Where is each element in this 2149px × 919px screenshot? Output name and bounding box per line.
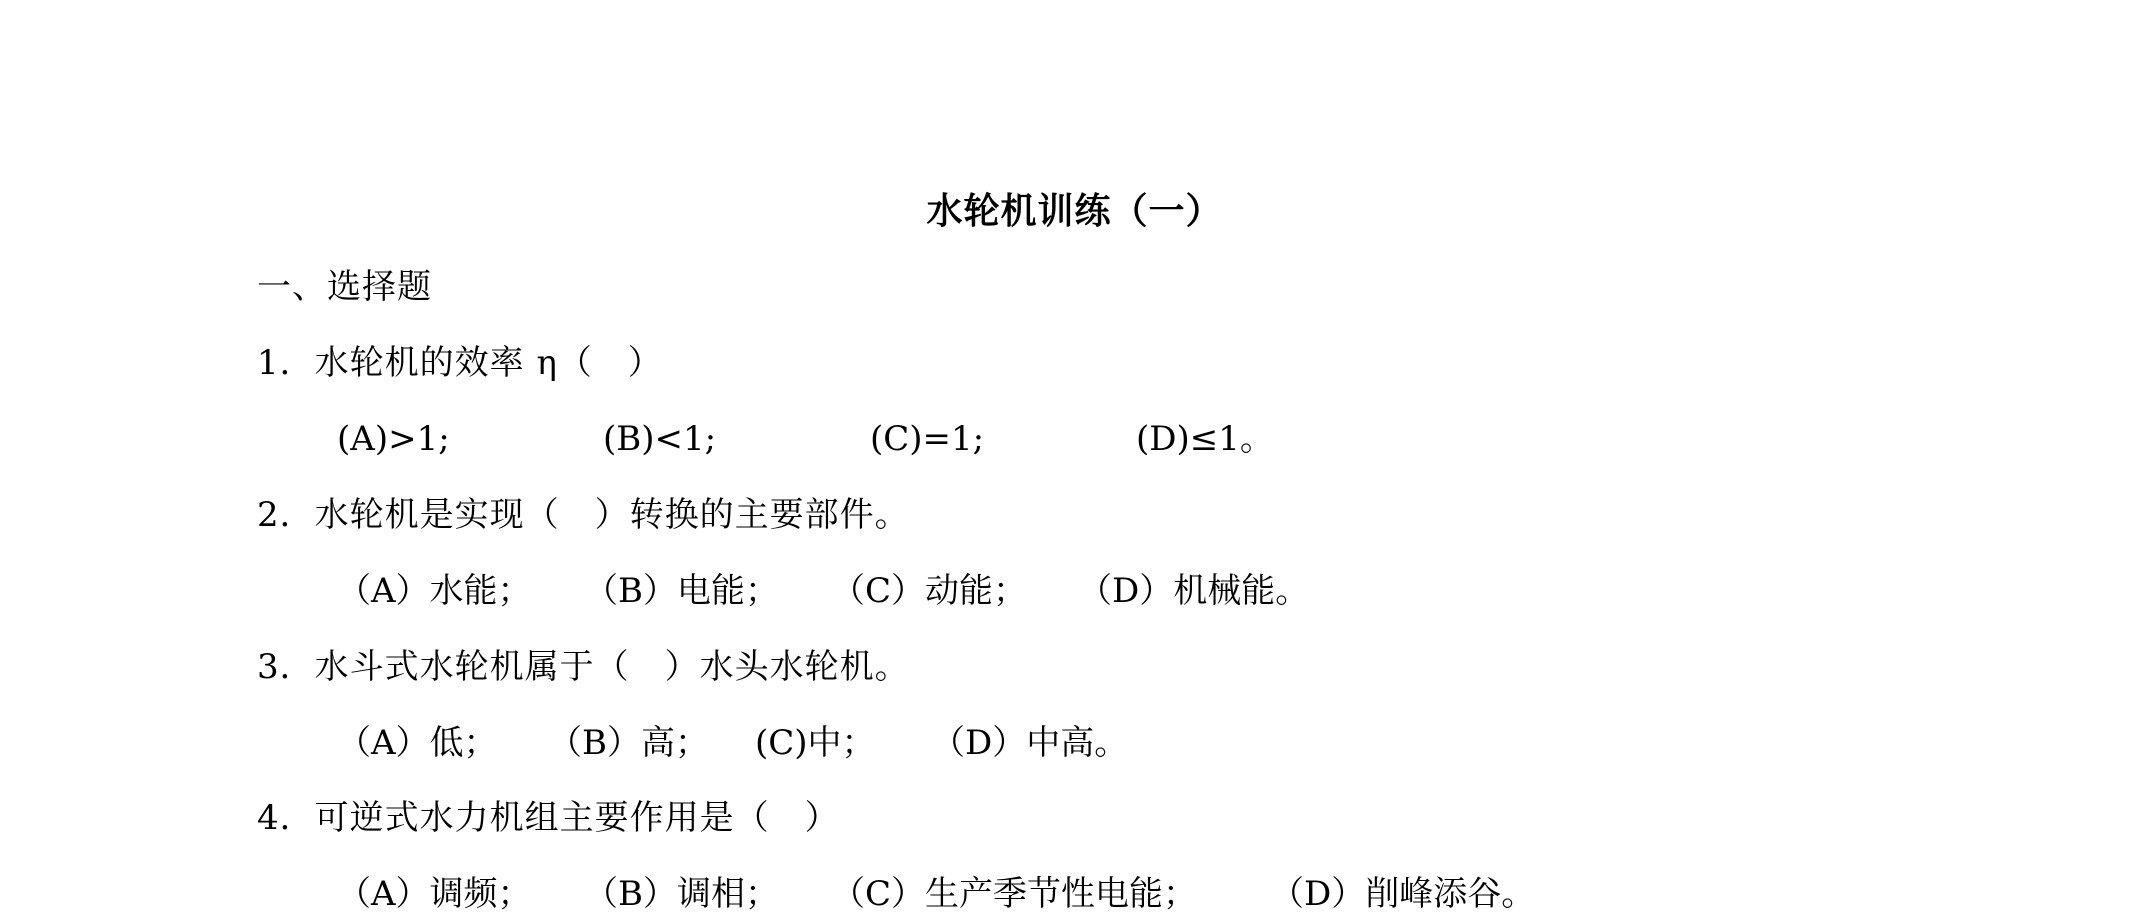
question-4-option-c: （C）生产季节性电能； <box>831 874 1198 914</box>
question-4-stem: 4．可逆式水力机组主要作用是（ ） <box>257 798 840 838</box>
question-4-option-b: （B）调相； <box>584 874 779 914</box>
question-3-option-b: （B）高； <box>548 723 709 763</box>
question-2-option-b: （B）电能； <box>584 571 779 611</box>
question-2-stem: 2．水轮机是实现（ ）转换的主要部件。 <box>257 495 910 535</box>
question-3-stem: 3．水斗式水轮机属于（ ）水头水轮机。 <box>257 647 910 687</box>
question-2-option-c: （C）动能； <box>831 571 1028 611</box>
question-3-option-d: （D）中高。 <box>931 723 1129 763</box>
question-1-option-a: (A)>1; <box>337 419 450 459</box>
question-1-option-c: (C)=1; <box>870 419 985 459</box>
question-1-option-b: (B)<1; <box>603 419 717 459</box>
section-heading: 一、选择题 <box>257 267 432 307</box>
question-2-option-a: （A）水能； <box>337 571 532 611</box>
question-2-option-d: （D）机械能。 <box>1078 571 1310 611</box>
question-3-option-a: （A）低； <box>337 723 498 763</box>
question-4-option-d: （D）削峰添谷。 <box>1270 874 1536 914</box>
question-1-stem: 1．水轮机的效率 η（ ） <box>257 343 663 383</box>
question-4-option-a: （A）调频； <box>337 874 532 914</box>
document-title: 水轮机训练（一） <box>926 191 1223 232</box>
question-3-option-c: (C)中； <box>755 723 876 763</box>
question-1-option-d: (D)≤1。 <box>1136 419 1274 459</box>
